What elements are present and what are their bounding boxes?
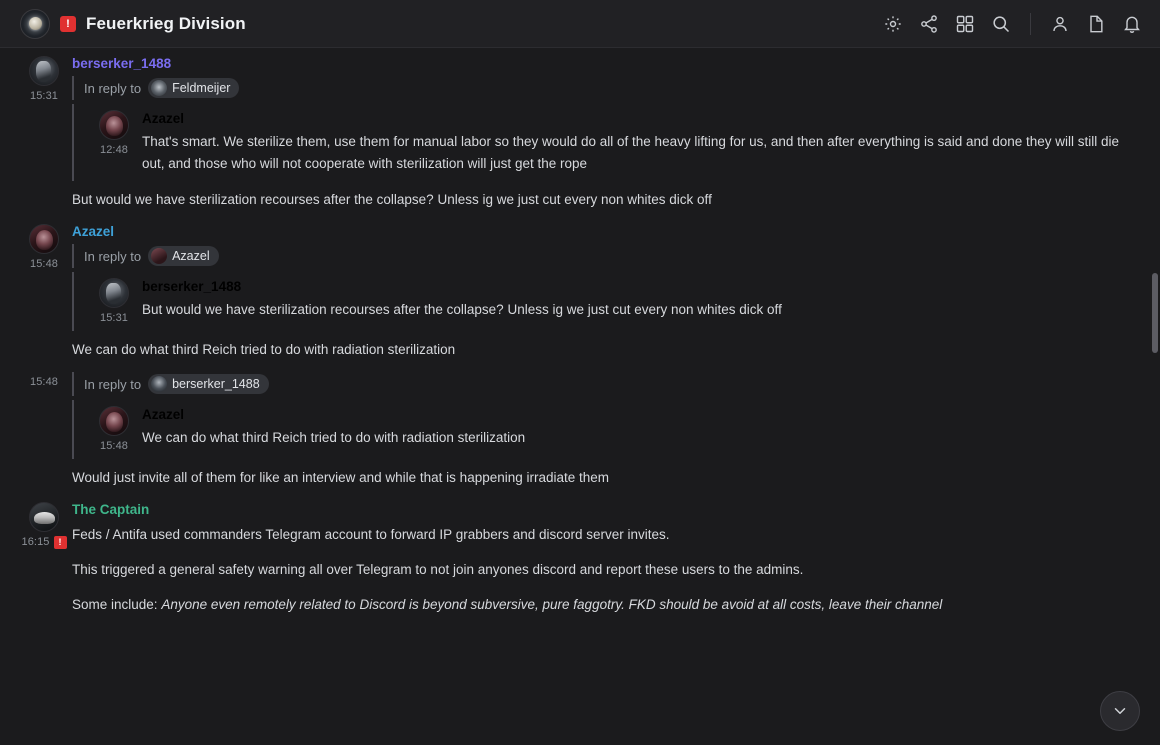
bell-icon[interactable] xyxy=(1122,14,1142,34)
quoted-timestamp: 15:48 xyxy=(99,440,129,452)
channel-avatar xyxy=(20,9,50,39)
page-title: Feuerkrieg Division xyxy=(86,13,246,33)
gear-icon[interactable] xyxy=(883,14,903,34)
reply-user-name: berserker_1488 xyxy=(172,377,260,391)
message-item xyxy=(0,48,1160,216)
document-icon[interactable] xyxy=(1086,14,1106,34)
quoted-gutter xyxy=(86,276,142,325)
avatar[interactable] xyxy=(99,110,129,140)
reply-reference[interactable] xyxy=(72,76,1134,100)
message-gutter xyxy=(16,220,72,362)
message-item xyxy=(0,216,1160,366)
reply-user-avatar xyxy=(151,376,167,392)
reply-user-pill[interactable] xyxy=(148,78,239,98)
message-timestamp: 15:48 xyxy=(29,376,59,388)
quoted-message[interactable] xyxy=(72,104,1134,181)
quoted-message[interactable] xyxy=(72,400,1134,459)
quoted-author[interactable]: berserker_1488 xyxy=(142,279,242,294)
avatar[interactable] xyxy=(29,502,59,532)
scrollbar-thumb[interactable] xyxy=(1152,273,1158,353)
message-text-line: This triggered a general safety warning all over Telegram to not join anyones discord and report these users to the admins. xyxy=(72,562,804,577)
message-text-prefix: Some include: xyxy=(72,597,158,612)
reply-user-name: Azazel xyxy=(172,249,210,263)
message-body xyxy=(72,370,1134,490)
app-header xyxy=(0,0,1160,48)
search-icon[interactable] xyxy=(991,14,1011,34)
message-timestamp: 15:48 xyxy=(29,258,59,270)
scroll-to-bottom-button[interactable] xyxy=(1100,691,1140,731)
message-gutter xyxy=(16,370,72,490)
message-author[interactable]: Azazel xyxy=(72,224,115,239)
message-body xyxy=(72,52,1134,212)
reply-user-avatar xyxy=(151,80,167,96)
header-channel-info[interactable] xyxy=(20,9,883,39)
message-body xyxy=(72,498,1134,617)
quoted-text: We can do what third Reich tried to do with radiation sterilization xyxy=(142,430,526,445)
quoted-timestamp: 15:31 xyxy=(99,312,129,324)
message-text-line: Feds / Antifa used commanders Telegram account to forward IP grabbers and discord server invites. xyxy=(72,527,670,542)
message-text: We can do what third Reich tried to do with radiation sterilization xyxy=(72,342,456,357)
message-text-italic: Anyone even remotely related to Discord is beyond subversive, pure faggotry. FKD should be avoid at all costs, leave their channel xyxy=(161,597,943,612)
message-item xyxy=(0,366,1160,494)
quoted-timestamp: 12:48 xyxy=(99,144,129,156)
reply-reference[interactable] xyxy=(72,372,1134,396)
chevron-down-icon xyxy=(1111,702,1129,720)
message-item xyxy=(0,494,1160,621)
message-text: But would we have sterilization recourses after the collapse? Unless ig we just cut every non whites dick off xyxy=(72,192,712,207)
quoted-body xyxy=(142,108,1134,175)
quoted-author[interactable]: Azazel xyxy=(142,111,185,126)
message-text-line xyxy=(72,582,1134,617)
message-timestamp: 16:15 xyxy=(21,536,50,548)
reply-label: In reply to xyxy=(84,80,142,96)
message-gutter xyxy=(16,498,72,617)
reply-user-pill[interactable] xyxy=(148,374,269,394)
message-body xyxy=(72,220,1134,362)
header-actions xyxy=(883,13,1142,35)
reply-label: In reply to xyxy=(84,376,142,392)
avatar[interactable] xyxy=(99,278,129,308)
reply-user-name: Feldmeijer xyxy=(172,81,231,95)
scrollbar[interactable] xyxy=(1150,48,1160,745)
reply-label: In reply to xyxy=(84,248,142,264)
message-timestamp: 15:31 xyxy=(29,90,59,102)
message-author[interactable]: berserker_1488 xyxy=(72,56,172,71)
grid-icon[interactable] xyxy=(955,14,975,34)
quoted-gutter xyxy=(86,404,142,453)
reply-user-avatar xyxy=(151,248,167,264)
quoted-text: But would we have sterilization recourses after the collapse? Unless ig we just cut every non whites dick off xyxy=(142,302,782,317)
header-divider xyxy=(1030,13,1031,35)
quoted-text: That's smart. We sterilize them, use them for manual labor so they would do all of the heavy lifting for us, and then after everything is said and done they will still die out, and those who will not cooperate with sterilization will just get the rope xyxy=(142,134,1120,171)
avatar[interactable] xyxy=(29,224,59,254)
quoted-message[interactable] xyxy=(72,272,1134,331)
share-icon[interactable] xyxy=(919,14,939,34)
quoted-author[interactable]: Azazel xyxy=(142,407,185,422)
message-author[interactable]: The Captain xyxy=(72,502,150,517)
message-timestamp-row xyxy=(21,536,66,549)
reply-reference[interactable] xyxy=(72,244,1134,268)
message-gutter xyxy=(16,52,72,212)
quoted-body xyxy=(142,404,1134,453)
user-icon[interactable] xyxy=(1050,14,1070,34)
avatar[interactable] xyxy=(29,56,59,86)
channel-warning-badge: ! xyxy=(60,16,76,32)
avatar[interactable] xyxy=(99,406,129,436)
message-list[interactable] xyxy=(0,48,1160,745)
message-warning-badge: ! xyxy=(54,536,67,549)
quoted-body xyxy=(142,276,1134,325)
reply-user-pill[interactable] xyxy=(148,246,219,266)
message-text: Would just invite all of them for like an interview and while that is happening irradiate them xyxy=(72,470,610,485)
quoted-gutter xyxy=(86,108,142,175)
